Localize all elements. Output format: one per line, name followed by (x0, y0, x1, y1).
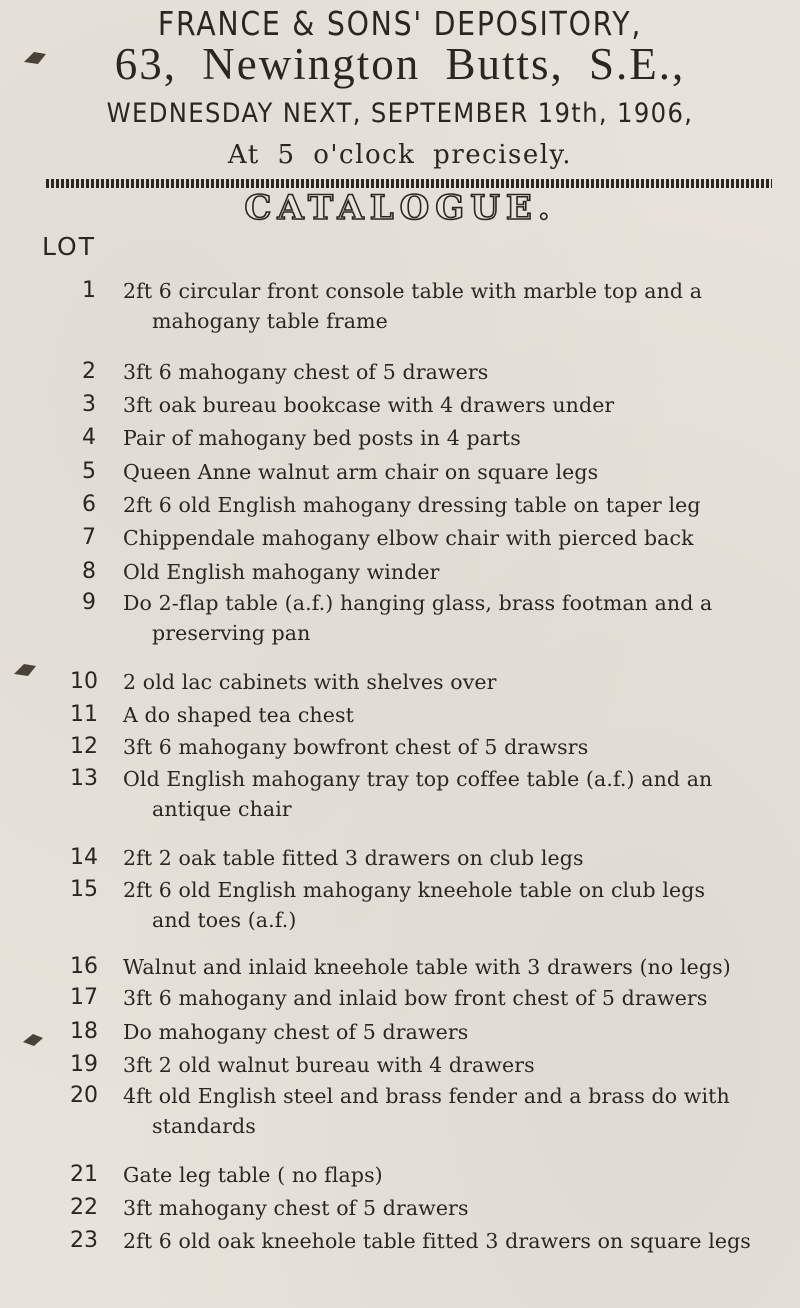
lot-row (0, 732, 800, 762)
lot-description: 2ft 6 old English mahogany kneehole table on club legs (123, 878, 706, 902)
lot-number: 3 (82, 392, 96, 417)
lot-description-continued: antique chair (152, 797, 292, 821)
lot-row (0, 1193, 800, 1223)
lot-number: 19 (70, 1052, 98, 1077)
lot-description: Do 2-flap table (a.f.) hanging glass, brass footman and a (123, 591, 713, 615)
lot-description: 3ft mahogany chest of 5 drawers (123, 1196, 469, 1220)
lot-number: 2 (82, 359, 96, 384)
lot-row (0, 667, 800, 697)
lot-number: 7 (82, 525, 96, 550)
sale-date: WEDNESDAY NEXT, SEPTEMBER 19th, 1906, (106, 98, 694, 129)
lot-description: 3ft 6 mahogany chest of 5 drawers (123, 360, 489, 384)
lot-description: 2 old lac cabinets with shelves over (123, 670, 497, 694)
lot-row (0, 764, 800, 794)
lot-number: 1 (82, 278, 96, 303)
lot-description: 4ft old English steel and brass fender and a brass do with (123, 1084, 730, 1108)
decorative-rule (46, 179, 772, 188)
lot-number: 23 (70, 1228, 98, 1253)
lot-row (0, 1050, 800, 1080)
lot-description-continued: preserving pan (152, 621, 311, 645)
lot-row (0, 983, 800, 1013)
binding-hole-ornament-icon (22, 48, 48, 68)
lot-description: 2ft 6 old English mahogany dressing table on taper leg (123, 493, 701, 517)
lot-description: 3ft 6 mahogany bowfront chest of 5 drawsrs (123, 735, 589, 759)
lot-description: Walnut and inlaid kneehole table with 3 drawers (no legs) (123, 955, 731, 979)
lot-description-continued: standards (152, 1114, 256, 1138)
lot-number: 20 (70, 1083, 98, 1108)
lot-number: 5 (82, 459, 96, 484)
lot-description: Queen Anne walnut arm chair on square legs (123, 460, 599, 484)
sale-time: At 5 o'clock precisely. (227, 140, 573, 170)
company-name: FRANCE & SONS' DEPOSITORY, (157, 4, 643, 43)
lot-row (0, 905, 800, 935)
lot-number: 22 (70, 1195, 98, 1220)
lot-row (0, 700, 800, 730)
lot-number: 17 (70, 985, 98, 1010)
lot-column-header: LOT (42, 232, 96, 261)
lot-description: 3ft 6 mahogany and inlaid bow front chest of 5 drawers (123, 986, 708, 1010)
lot-description: Do mahogany chest of 5 drawers (123, 1020, 469, 1044)
lot-number: 13 (70, 766, 98, 791)
lot-row (0, 423, 800, 453)
lot-number: 4 (82, 425, 96, 450)
lot-row (0, 490, 800, 520)
lot-description: A do shaped tea chest (123, 703, 354, 727)
lot-row (0, 306, 800, 336)
lot-description: Pair of mahogany bed posts in 4 parts (123, 426, 521, 450)
lot-row (0, 1081, 800, 1111)
lot-row (0, 1111, 800, 1141)
lot-description-continued: mahogany table frame (152, 309, 388, 333)
lot-number: 21 (70, 1162, 98, 1187)
lot-row (0, 557, 800, 587)
lot-description: 3ft 2 old walnut bureau with 4 drawers (123, 1053, 535, 1077)
lot-number: 6 (82, 492, 96, 517)
lot-row (0, 357, 800, 387)
lot-number: 16 (70, 954, 98, 979)
lot-row (0, 875, 800, 905)
lot-number: 15 (70, 877, 98, 902)
lot-row (0, 952, 800, 982)
lot-row (0, 523, 800, 553)
lot-row (0, 276, 800, 306)
catalogue-title: CATALOGUE. (244, 188, 556, 228)
lot-number: 10 (70, 669, 98, 694)
lot-row (0, 390, 800, 420)
lot-description: Gate leg table ( no flaps) (123, 1163, 383, 1187)
lot-description: 2ft 6 old oak kneehole table fitted 3 drawers on square legs (123, 1229, 751, 1253)
lot-row (0, 1226, 800, 1256)
lot-row (0, 1160, 800, 1190)
lot-row (0, 618, 800, 648)
lot-row (0, 794, 800, 824)
lot-description: Old English mahogany winder (123, 560, 440, 584)
lot-description: 2ft 6 circular front console table with marble top and a (123, 279, 703, 303)
lot-row (0, 1017, 800, 1047)
address: 63, Newington Butts, S.E., (114, 39, 686, 89)
lot-description: 2ft 2 oak table fitted 3 drawers on club legs (123, 846, 584, 870)
lot-description: 3ft oak bureau bookcase with 4 drawers under (123, 393, 615, 417)
lot-description-continued: and toes (a.f.) (152, 908, 297, 932)
lot-number: 9 (82, 590, 96, 615)
lot-number: 14 (70, 845, 98, 870)
lot-description: Old English mahogany tray top coffee table (a.f.) and an (123, 767, 713, 791)
lot-description: Chippendale mahogany elbow chair with pierced back (123, 526, 694, 550)
lot-row (0, 843, 800, 873)
lot-row (0, 457, 800, 487)
lot-number: 18 (70, 1019, 98, 1044)
lot-number: 11 (70, 702, 98, 727)
lot-number: 12 (70, 734, 98, 759)
lot-row (0, 588, 800, 618)
lot-number: 8 (82, 559, 96, 584)
